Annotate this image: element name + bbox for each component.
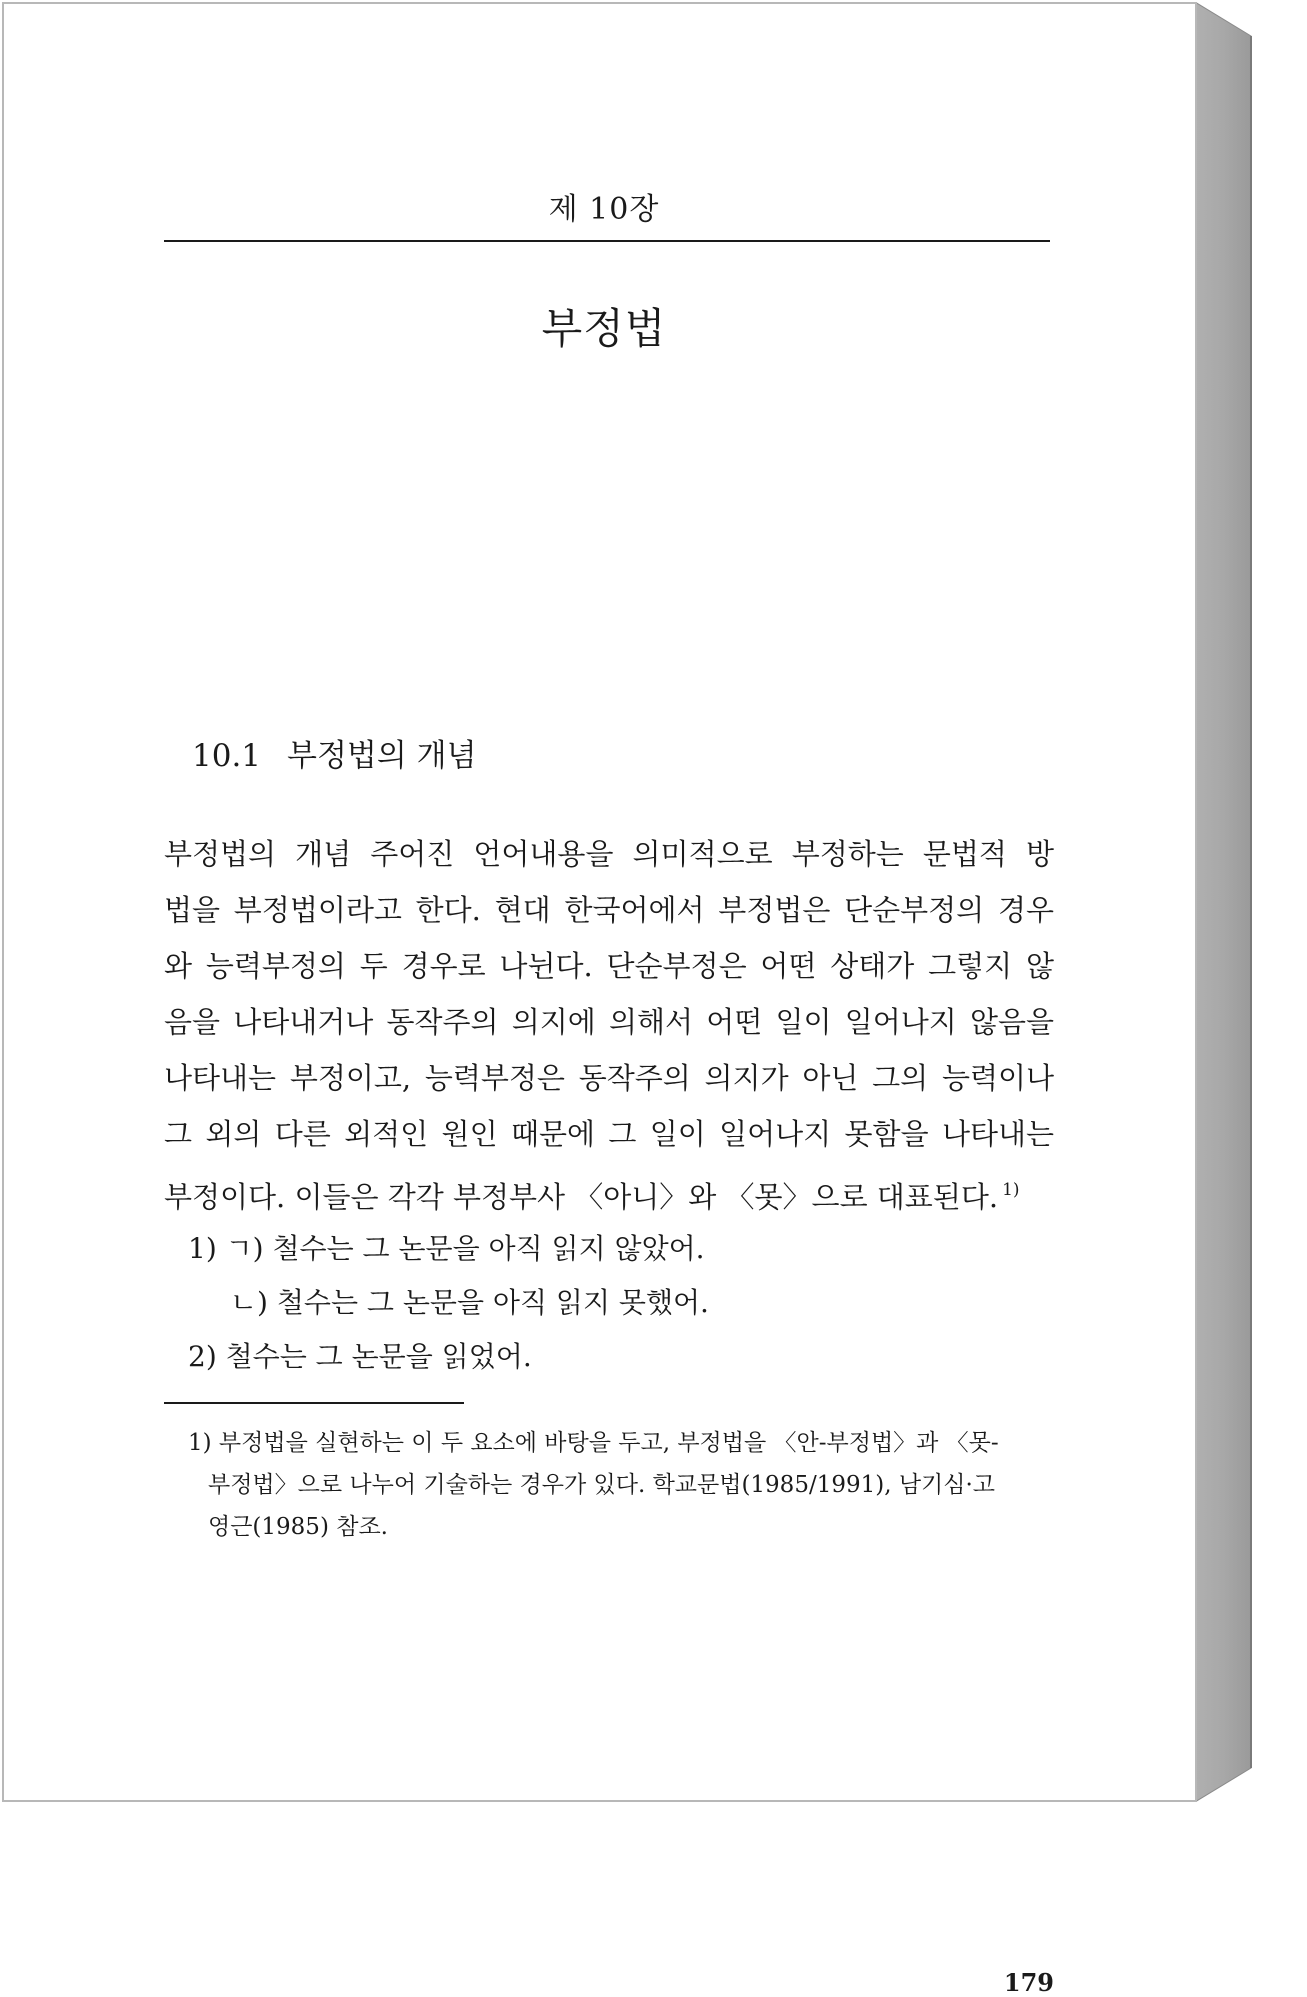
- example-1b: ㄴ) 철수는 그 논문을 아직 읽지 못했어.: [230, 1286, 709, 1319]
- footnote-rule: [164, 1402, 464, 1404]
- example-1a: 1) ㄱ) 철수는 그 논문을 아직 읽지 않았어.: [188, 1232, 705, 1265]
- paragraph-line: 나타내는 부정이고, 능력부정은 동작주의 의지가 아닌 그의 능력이나: [164, 1061, 1054, 1095]
- footnote-reference: 1): [1002, 1180, 1020, 1200]
- footnote-line: 1) 부정법을 실현하는 이 두 요소에 바탕을 두고, 부정법을 〈안-부정법〉과 〈못-: [188, 1430, 999, 1456]
- section-title: 부정법의 개념: [287, 738, 477, 774]
- paragraph-line-last: [164, 1162, 1054, 1218]
- chapter-title: 부정법: [541, 304, 667, 353]
- footnote: [188, 1422, 1054, 1548]
- paragraph-line: 부정법의 개념 주어진 언어내용을 의미적으로 부정하는 문법적 방: [164, 837, 1054, 871]
- body-paragraph: [164, 826, 1054, 1218]
- section-number: 10.1: [192, 738, 262, 774]
- example-2: 2) 철수는 그 논문을 읽었어.: [188, 1340, 532, 1373]
- paragraph-line: 와 능력부정의 두 경우로 나뉜다. 단순부정은 어떤 상태가 그렇지 않: [164, 949, 1054, 983]
- chapter-rule: [164, 240, 1050, 242]
- paragraph-line: 법을 부정법이라고 한다. 현대 한국어에서 부정법은 단순부정의 경우: [164, 893, 1054, 927]
- paragraph-line-text: 부정이다. 이들은 각각 부정부사 〈아니〉와 〈못〉으로 대표된다.: [164, 1180, 999, 1214]
- footnote-line: 부정법〉으로 나누어 기술하는 경우가 있다. 학교문법(1985/1991), 남기심·고: [208, 1472, 996, 1498]
- section-heading: [192, 730, 477, 775]
- paragraph-line: 음을 나타내거나 동작주의 의지에 의해서 어떤 일이 일어나지 않음을: [164, 1005, 1054, 1039]
- paragraph-line: 그 외의 다른 외적인 원인 때문에 그 일이 일어나지 못함을 나타내는: [164, 1117, 1054, 1151]
- book-page: [2, 2, 1197, 1997]
- chapter-label: 제 10장: [548, 192, 660, 227]
- page-number: 179: [1003, 1968, 1054, 1997]
- book-edge: [1195, 2, 1267, 1802]
- example-list: [188, 1222, 709, 1384]
- footnote-line: 영근(1985) 참조.: [208, 1514, 388, 1540]
